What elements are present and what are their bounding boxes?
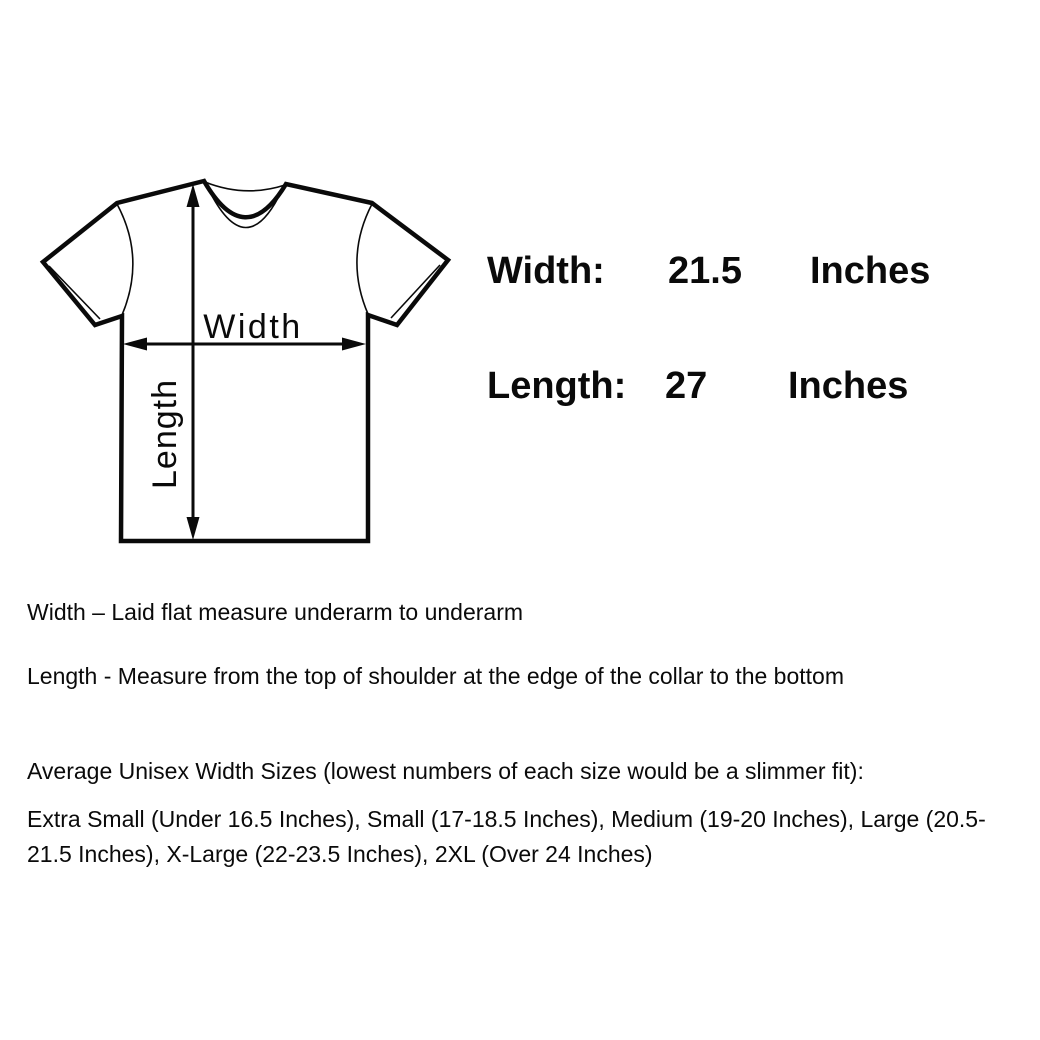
length-spec-label: Length:	[487, 365, 627, 407]
width-spec-label: Width:	[487, 250, 605, 292]
sizes-list-note: Extra Small (Under 16.5 Inches), Small (17-18.5 Inches), Medium (19-20 Inches), Large (20.5-21.5 Inches), X-Large (22-23.5 Inches), 2XL (Over 24 Inches)	[27, 806, 986, 867]
sizes-heading-note: Average Unisex Width Sizes (lowest numbers of each size would be a slimmer fit):	[27, 758, 864, 784]
length-spec-row	[487, 365, 1007, 413]
width-arrow-label: Width	[203, 308, 303, 346]
width-spec-unit: Inches	[810, 250, 931, 292]
length-spec-value: 27	[665, 365, 708, 407]
collar-back-seam	[205, 182, 285, 191]
width-measure-note: Width – Laid flat measure underarm to underarm	[27, 599, 524, 625]
length-spec-unit: Inches	[788, 365, 909, 407]
length-arrow-label: Length	[146, 379, 184, 489]
width-spec-row	[487, 250, 1007, 298]
length-measure-note: Length - Measure from the top of shoulder at the edge of the collar to the bottom	[27, 663, 844, 689]
tshirt-outline	[43, 181, 448, 541]
tshirt-measurement-diagram	[38, 168, 462, 556]
width-spec-value: 21.5	[668, 250, 742, 292]
